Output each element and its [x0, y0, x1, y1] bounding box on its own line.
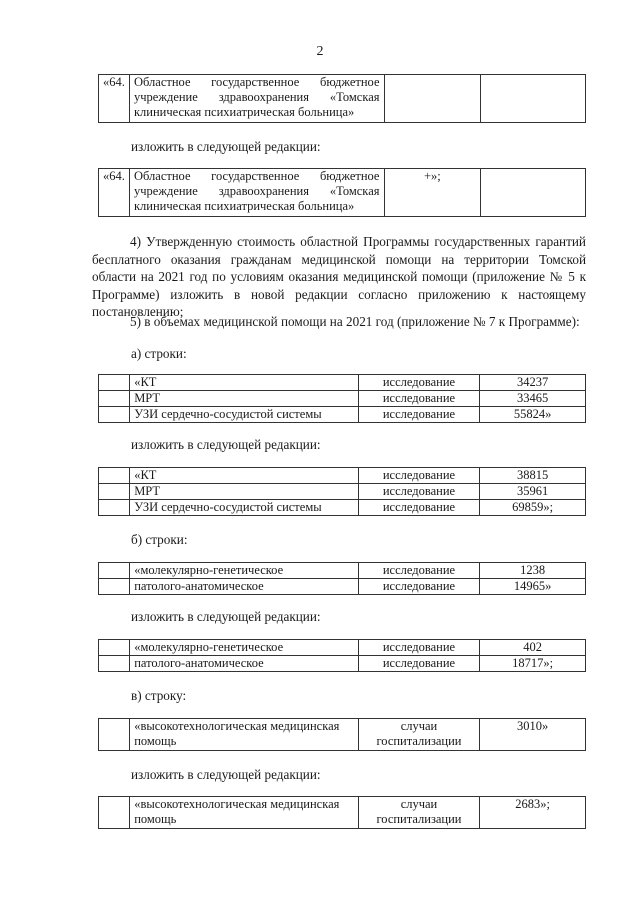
table-v-old — [98, 718, 586, 751]
empty-cell — [99, 375, 130, 391]
edit-phrase: изложить в следующей редакции: — [131, 437, 321, 452]
edit-phrase: изложить в следующей редакции: — [131, 139, 321, 154]
cell-name: УЗИ сердечно-сосудистой системы — [130, 407, 358, 423]
table-row — [99, 563, 586, 579]
cell-unit: исследование — [358, 391, 480, 407]
cell-value: 69859»; — [480, 500, 586, 516]
empty-cell — [99, 468, 130, 484]
mark-cell — [384, 75, 481, 123]
empty-cell — [99, 719, 130, 751]
edit-phrase: изложить в следующей редакции: — [131, 767, 321, 782]
empty-cell — [99, 797, 130, 829]
organization-name: Областное государственное бюджетное учреждение здравоохранения «Томская клиническая психиатрическая больница» — [129, 169, 384, 217]
empty-cell — [99, 391, 130, 407]
cell-unit: исследование — [358, 500, 480, 516]
empty-cell — [481, 75, 586, 123]
table-a-new — [98, 467, 586, 516]
edit-phrase: изложить в следующей редакции: — [131, 609, 321, 624]
row-number: «64. — [99, 75, 130, 123]
cell-unit: исследование — [358, 484, 480, 500]
empty-cell — [99, 500, 130, 516]
cell-unit: исследование — [358, 563, 480, 579]
subitem-a: а) строки: — [131, 346, 187, 361]
table-b-new — [98, 639, 586, 672]
cell-value: 14965» — [480, 579, 586, 595]
table-row — [99, 484, 586, 500]
cell-value: 35961 — [480, 484, 586, 500]
table-row — [99, 797, 586, 829]
hospital-table-new — [98, 168, 586, 217]
table-row — [99, 579, 586, 595]
cell-value: 33465 — [480, 391, 586, 407]
cell-unit: исследование — [358, 640, 480, 656]
table-row — [99, 407, 586, 423]
cell-value: 2683»; — [480, 797, 586, 829]
cell-unit: исследование — [358, 468, 480, 484]
table-row — [99, 719, 586, 751]
mark-cell: +»; — [384, 169, 481, 217]
cell-name: МРТ — [130, 484, 358, 500]
cell-name: «молекулярно-генетическое — [130, 563, 358, 579]
table-v-new — [98, 796, 586, 829]
empty-cell — [99, 407, 130, 423]
table-a-old — [98, 374, 586, 423]
cell-name: МРТ — [130, 391, 358, 407]
cell-value: 3010» — [480, 719, 586, 751]
cell-value: 55824» — [480, 407, 586, 423]
empty-cell — [99, 579, 130, 595]
cell-unit: исследование — [358, 579, 480, 595]
cell-value: 18717»; — [480, 656, 586, 672]
cell-unit: исследование — [358, 656, 480, 672]
cell-unit: исследование — [358, 407, 480, 423]
table-b-old — [98, 562, 586, 595]
table-row — [99, 656, 586, 672]
empty-cell — [481, 169, 586, 217]
empty-cell — [99, 484, 130, 500]
cell-unit: исследование — [358, 375, 480, 391]
row-number: «64. — [99, 169, 130, 217]
table-row — [99, 375, 586, 391]
cell-value: 402 — [480, 640, 586, 656]
empty-cell — [99, 640, 130, 656]
cell-name: «высокотехнологическая медицинская помощь — [130, 797, 358, 829]
paragraph-5: 5) в объемах медицинской помощи на 2021 год (приложение № 7 к Программе): — [130, 314, 580, 329]
cell-name: «КТ — [130, 468, 358, 484]
cell-name: патолого-анатомическое — [130, 656, 358, 672]
cell-unit: случаи госпитализации — [358, 797, 480, 829]
cell-name: УЗИ сердечно-сосудистой системы — [130, 500, 358, 516]
subitem-v: в) строку: — [131, 688, 187, 703]
cell-value: 1238 — [480, 563, 586, 579]
table-row — [99, 500, 586, 516]
empty-cell — [99, 563, 130, 579]
cell-name: патолого-анатомическое — [130, 579, 358, 595]
cell-name: «молекулярно-генетическое — [130, 640, 358, 656]
cell-unit: случаи госпитализации — [358, 719, 480, 751]
paragraph-4: 4) Утвержденную стоимость областной Программы государственных гарантий бесплатного оказания гражданам медицинской помощи на территории Томской области на 2021 год по условиям оказания медицинской помощи (приложение № 5 к Программе) изложить в новой редакции согласно приложению к настоящему постановлению; — [92, 234, 586, 319]
table-row — [99, 391, 586, 407]
cell-name: «КТ — [130, 375, 358, 391]
cell-name: «высокотехнологическая медицинская помощь — [130, 719, 358, 751]
empty-cell — [99, 656, 130, 672]
hospital-table-old — [98, 74, 586, 123]
table-row — [99, 640, 586, 656]
table-row — [99, 468, 586, 484]
cell-value: 34237 — [480, 375, 586, 391]
cell-value: 38815 — [480, 468, 586, 484]
subitem-b: б) строки: — [131, 532, 188, 547]
page-number: 2 — [316, 44, 324, 59]
organization-name: Областное государственное бюджетное учреждение здравоохранения «Томская клиническая психиатрическая больница» — [129, 75, 384, 123]
